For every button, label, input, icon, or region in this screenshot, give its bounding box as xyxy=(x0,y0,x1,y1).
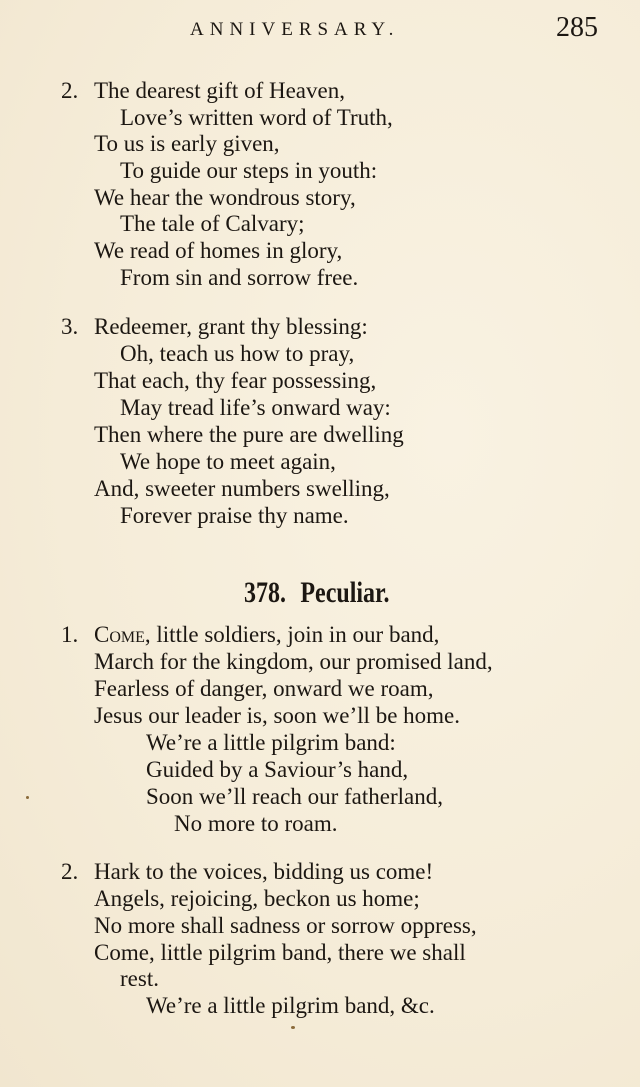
verse-line: And, sweeter numbers swelling, xyxy=(94,476,390,501)
hymn-meter: Peculiar. xyxy=(300,576,390,609)
hymn-title xyxy=(244,576,390,610)
verse-line: Jesus our leader is, soon we’ll be home. xyxy=(94,703,461,728)
verse-line: The tale of Calvary; xyxy=(120,211,305,236)
verse-line xyxy=(61,622,439,648)
verse-number: 3. xyxy=(61,314,79,339)
verse-line: We hear the wondrous story, xyxy=(94,185,356,210)
verse-line: rest. xyxy=(120,966,159,991)
verse-number: 2. xyxy=(61,859,79,884)
verse-line: Angels, rejoicing, beckon us home; xyxy=(94,886,420,911)
first-word: Come xyxy=(94,622,145,647)
verse-line: No more shall sadness or sorrow oppress, xyxy=(94,913,477,938)
verse-text: Hark to the voices, bidding us come! xyxy=(94,859,434,884)
verse-line xyxy=(61,314,368,340)
verse-line: March for the kingdom, our promised land, xyxy=(94,649,493,674)
page-number: 285 xyxy=(556,12,598,43)
verse-line: To us is early given, xyxy=(94,131,280,156)
verse-line: We read of homes in glory, xyxy=(94,238,343,263)
verse-number: 1. xyxy=(61,622,79,647)
verse-number: 2. xyxy=(61,78,79,103)
verse-text: , little soldiers, join in our band, xyxy=(144,622,440,647)
verse-line: Love’s written word of Truth, xyxy=(120,105,393,130)
verse-text: Redeemer, grant thy blessing: xyxy=(94,314,368,339)
verse-line xyxy=(61,78,345,104)
paper-speck xyxy=(26,796,29,799)
verse-line: From sin and sorrow free. xyxy=(120,265,359,290)
verse-line: Forever praise thy name. xyxy=(120,503,349,528)
verse-line: Fearless of danger, onward we roam, xyxy=(94,676,434,701)
verse-line: Oh, teach us how to pray, xyxy=(120,341,355,366)
verse-line: That each, thy fear possessing, xyxy=(94,368,377,393)
running-head: ANNIVERSARY. xyxy=(190,19,400,40)
chorus-line: Guided by a Saviour’s hand, xyxy=(146,757,409,782)
paper-speck xyxy=(291,1026,295,1029)
hymn-number: 378. xyxy=(244,576,286,609)
verse-line: Then where the pure are dwelling xyxy=(94,422,404,447)
verse-line: We hope to meet again, xyxy=(120,449,336,474)
verse-text: The dearest gift of Heaven, xyxy=(94,78,345,103)
chorus-line: We’re a little pilgrim band, &c. xyxy=(146,993,435,1018)
chorus-line: No more to roam. xyxy=(174,811,338,836)
chorus-line: Soon we’ll reach our fatherland, xyxy=(146,784,443,809)
verse-line xyxy=(61,859,433,885)
verse-line: May tread life’s onward way: xyxy=(120,395,391,420)
chorus-line: We’re a little pilgrim band: xyxy=(146,730,396,755)
verse-line: Come, little pilgrim band, there we shall xyxy=(94,940,466,965)
verse-line: To guide our steps in youth: xyxy=(120,158,378,183)
